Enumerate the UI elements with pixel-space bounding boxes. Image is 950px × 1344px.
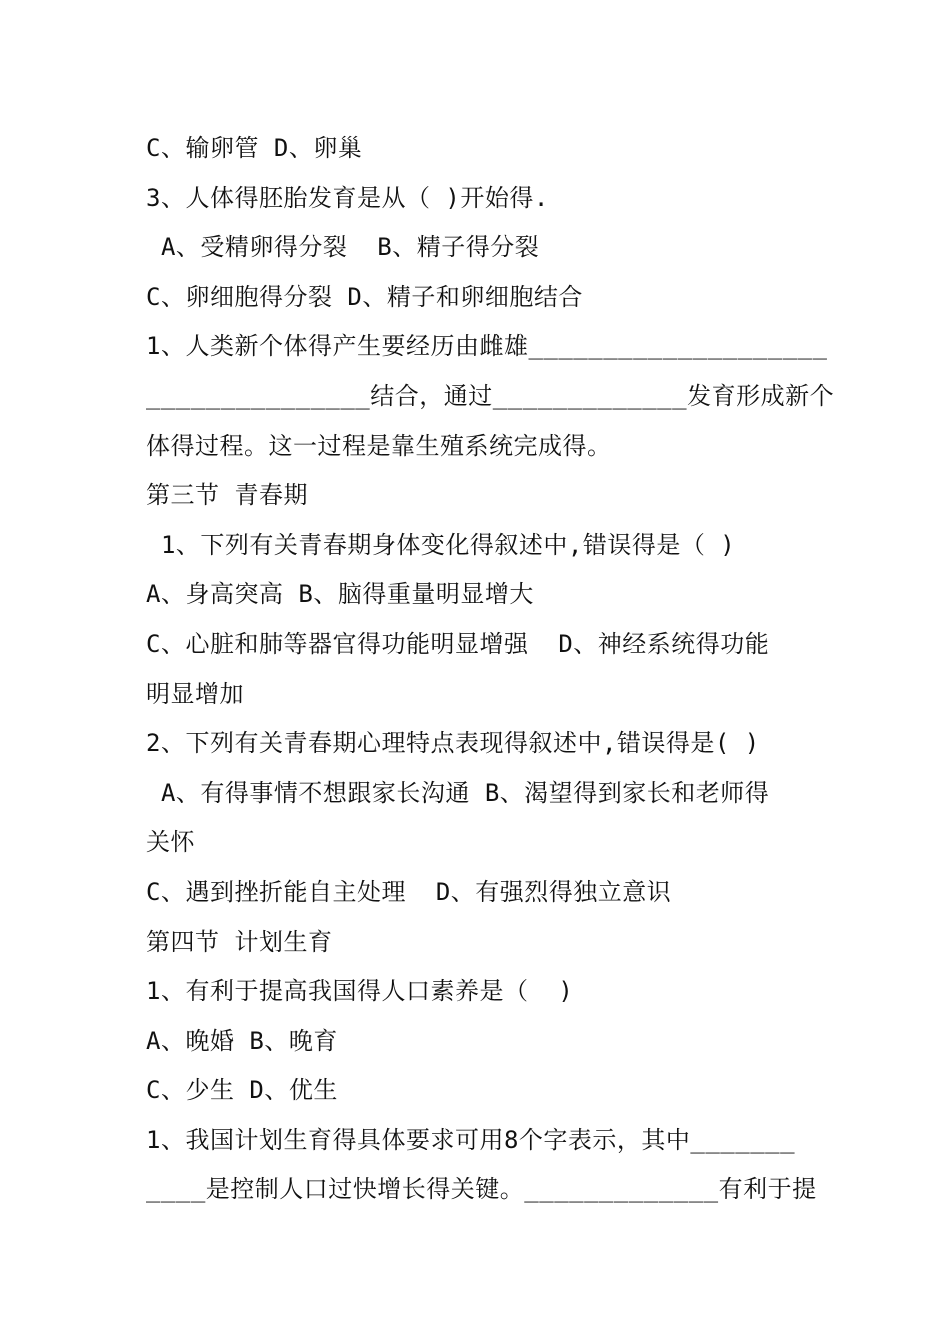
question-line: 3、人体得胚胎发育是从（ )开始得.: [146, 183, 549, 212]
fill-blank-line: ____是控制人口过快增长得关键。_____________有利于提: [146, 1175, 817, 1204]
text-line: 明显增加: [146, 679, 244, 708]
text-line: 体得过程。这一过程是靠生殖系统完成得。: [146, 431, 612, 460]
option-line: C、卵细胞得分裂 D、精子和卵细胞结合: [146, 282, 583, 311]
text-line: 关怀: [146, 828, 195, 857]
section-heading: 第四节 计划生育: [146, 927, 333, 956]
option-line: A、有得事情不想跟家长沟通 B、渴望得到家长和老师得: [146, 778, 770, 807]
fill-blank-line: 1、我国计划生育得具体要求可用8个字表示，其中_______: [146, 1125, 796, 1154]
question-line: 1、有利于提高我国得人口素养是（ ): [146, 977, 574, 1006]
fill-blank-line: 1、人类新个体得产生要经历由雌雄____________________: [146, 332, 828, 361]
option-line: C、心脏和肺等器官得功能明显增强 D、神经系统得功能: [146, 629, 770, 658]
option-line: C、少生 D、优生: [146, 1076, 338, 1105]
document-body: [146, 124, 835, 1215]
option-line: A、晚婚 B、晚育: [146, 1026, 338, 1055]
option-line: A、受精卵得分裂 B、精子得分裂: [146, 233, 540, 262]
option-line: A、身高突高 B、脑得重量明显增大: [146, 580, 534, 609]
section-heading: 第三节 青春期: [146, 481, 308, 510]
option-line: C、遇到挫折能自主处理 D、有强烈得独立意识: [146, 877, 672, 906]
text-line: C、输卵管 D、卵巢: [146, 134, 363, 162]
question-line: 2、下列有关青春期心理特点表现得叙述中,错误得是( ): [146, 729, 760, 758]
question-line: 1、下列有关青春期身体变化得叙述中,错误得是（ ): [146, 530, 736, 559]
fill-blank-line: _______________结合，通过_____________发育形成新个: [146, 381, 835, 410]
